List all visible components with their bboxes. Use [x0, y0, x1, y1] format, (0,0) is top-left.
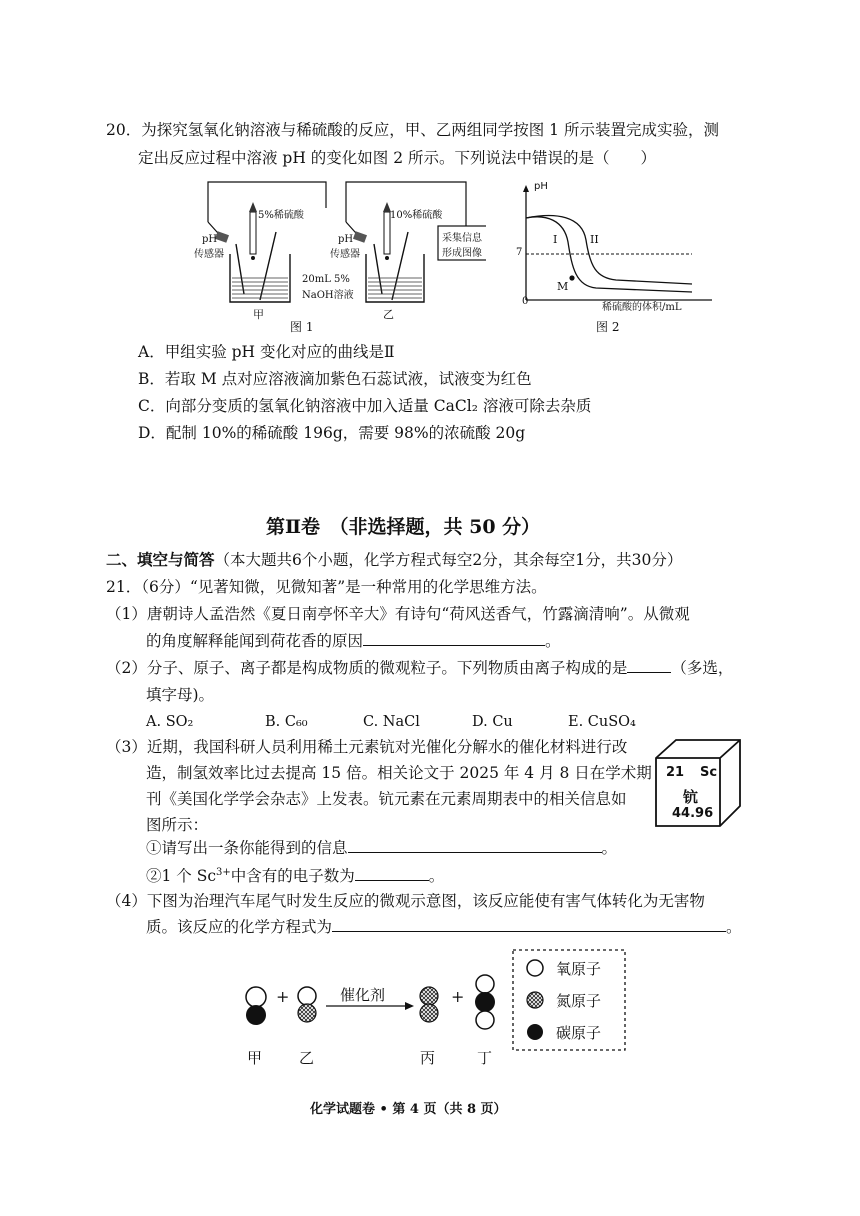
q21-p3-q1-answer-blank[interactable]	[348, 838, 602, 853]
part2-heading: 二、填空与简答	[106, 550, 215, 569]
q21-p4-line1: （4）下图为治理汽车尾气时发生反应的微观示意图，该反应能使有害气体转化为无害物	[106, 892, 705, 910]
chart-origin: 0	[522, 296, 529, 307]
q21-p3-q2-answer-blank[interactable]	[355, 866, 429, 881]
ph-sensor-label-a2: 传感器	[194, 249, 224, 260]
q20-figure2-chart	[516, 182, 716, 308]
figure1-caption: 图 1	[290, 320, 314, 334]
part2-note: （本大题共6个小题，化学方程式每空2分，其余每空1分，共30分）	[214, 551, 683, 569]
naoh-label-2: NaOH溶液	[302, 290, 354, 301]
computer-box-label-1: 采集信息	[442, 233, 482, 244]
legend-nitrogen-icon	[527, 992, 543, 1008]
q20-stem-line1: 20．为探究氢氧化钠溶液与稀硫酸的反应，甲、乙两组同学按图 1 所示装置完成实验，测	[106, 121, 719, 139]
q21-p1-end: 。	[545, 632, 561, 650]
element-mass: 44.96	[672, 806, 714, 821]
element-symbol: Sc	[700, 765, 718, 780]
q21-p4-answer-blank[interactable]	[332, 917, 726, 932]
q21-p2-choice-d: D. Cu	[472, 714, 513, 730]
q21-p3-q2-end: 。	[428, 867, 445, 886]
q21-p3-q2-text2: 中含有的电子数为	[230, 867, 355, 886]
label-jia: 甲	[247, 1049, 263, 1067]
q21-p2-line2: 填字母)。	[146, 686, 215, 704]
section-title: 第Ⅱ卷 （非选择题，共 50 分）	[266, 516, 541, 538]
q21-p2-text: （2）分子、原子、离子都是构成物质的微观粒子。下列物质由离子构成的是	[106, 659, 628, 677]
q21-p4-text: 质。该反应的化学方程式为	[146, 918, 333, 936]
label-yi: 乙	[299, 1049, 315, 1067]
molecule-yi-oxygen	[298, 987, 316, 1005]
figure2-caption: 图 2	[596, 320, 620, 334]
beaker-label-a: 甲	[253, 308, 264, 321]
plus-sign-1: +	[276, 987, 290, 1006]
q21-p1-line1: （1）唐朝诗人孟浩然《夏日南亭怀辛大》有诗句“荷风送香气，竹露滴清响”。从微观	[106, 605, 690, 623]
curve-I-label: I	[553, 233, 558, 246]
q21-p2-choice-e: E. CuSO₄	[568, 714, 636, 730]
curve-II-label: II	[590, 233, 599, 246]
element-name: 钪	[683, 788, 699, 806]
y-axis-arrow	[523, 185, 529, 192]
q21-p3-line4: 图所示：	[146, 816, 209, 834]
molecule-jia-oxygen	[246, 987, 266, 1007]
part2-heading-line	[106, 550, 682, 570]
chart-y7: 7	[516, 247, 523, 258]
computer-box-label-2: 形成图像	[442, 248, 482, 259]
label-bing: 丙	[420, 1049, 436, 1067]
q21-p3-line2: 造，制氢效率比过去提高 15 倍。相关论文于 2025 年 4 月 8 日在学术期	[146, 764, 652, 782]
q21-p3-q1	[146, 838, 617, 858]
chart-xlabel: 稀硫酸的体积/mL	[602, 302, 682, 313]
element-number: 21	[666, 765, 685, 780]
molecule-bing-nitrogen-1	[420, 987, 438, 1005]
q21-title: 21．（6分）“见著知微，见微知著”是一种常用的化学思维方法。	[106, 578, 547, 596]
legend-carbon-icon	[527, 1024, 543, 1040]
naoh-label-1: 20mL 5%	[302, 274, 350, 285]
ph-sensor-label-a1: pH	[202, 234, 218, 245]
legend-carbon-label: 碳原子	[556, 1024, 602, 1042]
molecule-ding-carbon	[475, 992, 495, 1012]
q21-p1-answer-blank[interactable]	[363, 631, 545, 646]
q21-p2-text-end: （多选，	[671, 659, 734, 677]
q21-p1-line2	[146, 631, 561, 651]
point-M	[569, 275, 574, 280]
q21-p4-end: 。	[726, 918, 742, 936]
molecule-ding-oxygen-1	[476, 975, 494, 993]
reaction-arrowhead	[405, 1002, 414, 1010]
q21-p2-choice-a: A. SO₂	[146, 714, 194, 730]
q21-p3-q2-text: ②1 个 Sc	[146, 867, 217, 886]
q21-p4-line2	[146, 917, 742, 937]
q21-p2-choice-b: B. C₆₀	[265, 714, 308, 730]
page-footer: 化学试题卷 • 第 4 页（共 8 页）	[310, 1102, 507, 1117]
molecule-ding-oxygen-2	[476, 1011, 494, 1029]
q20-option-b: B．若取 M 点对应溶液滴加紫色石蕊试液，试液变为红色	[138, 370, 532, 388]
ph-sensor-label-b2: 传感器	[330, 249, 360, 260]
molecule-jia-carbon	[246, 1005, 266, 1025]
q20-option-d: D．配制 10%的稀硫酸 196g，需要 98%的浓硫酸 20g	[138, 424, 526, 442]
curve-II	[526, 216, 692, 284]
q21-p2-line1	[106, 658, 733, 678]
q21-p3-q1-end: 。	[601, 839, 618, 857]
molecule-yi-nitrogen	[298, 1004, 316, 1022]
legend-oxygen-icon	[527, 960, 543, 976]
legend-oxygen-label: 氧原子	[556, 960, 602, 978]
acid-label-b: 10%稀硫酸	[390, 210, 443, 221]
q21-p2-answer-blank[interactable]	[627, 658, 671, 673]
acid-label-a: 5%稀硫酸	[258, 210, 304, 221]
q21-p3-line1: （3）近期，我国科研人员利用稀土元素钪对光催化分解水的催化材料进行改	[106, 738, 628, 756]
q21-p3-q1-text: ①请写出一条你能得到的信息	[146, 839, 348, 857]
plus-sign-2: +	[451, 987, 465, 1006]
ph-sensor-label-b1: pH	[338, 234, 354, 245]
q20-option-a: A．甲组实验 pH 变化对应的曲线是Ⅱ	[138, 343, 395, 361]
q20-option-c: C．向部分变质的氢氧化钠溶液中加入适量 CaCl₂ 溶液可除去杂质	[138, 397, 592, 415]
label-ding: 丁	[477, 1049, 493, 1067]
q21-p2-choice-c: C. NaCl	[363, 714, 420, 730]
chart-ylabel: pH	[534, 181, 548, 192]
point-M-label: M	[557, 280, 569, 293]
legend-nitrogen-label: 氮原子	[556, 992, 602, 1010]
catalyst-label: 催化剂	[340, 986, 386, 1004]
q21-p3-line3: 刊《美国化学学会杂志》上发表。钪元素在元素周期表中的相关信息如	[146, 790, 627, 808]
q21-p1-text: 的角度解释能闻到荷花香的原因	[146, 632, 364, 650]
q20-stem-line2: 定出反应过程中溶液 pH 的变化如图 2 所示。下列说法中错误的是（ ）	[138, 149, 657, 167]
beaker-label-b: 乙	[383, 308, 394, 321]
q21-p3-q2-charge: 3+	[216, 867, 231, 878]
q21-p3-q2	[146, 863, 444, 886]
molecule-bing-nitrogen-2	[420, 1004, 438, 1022]
